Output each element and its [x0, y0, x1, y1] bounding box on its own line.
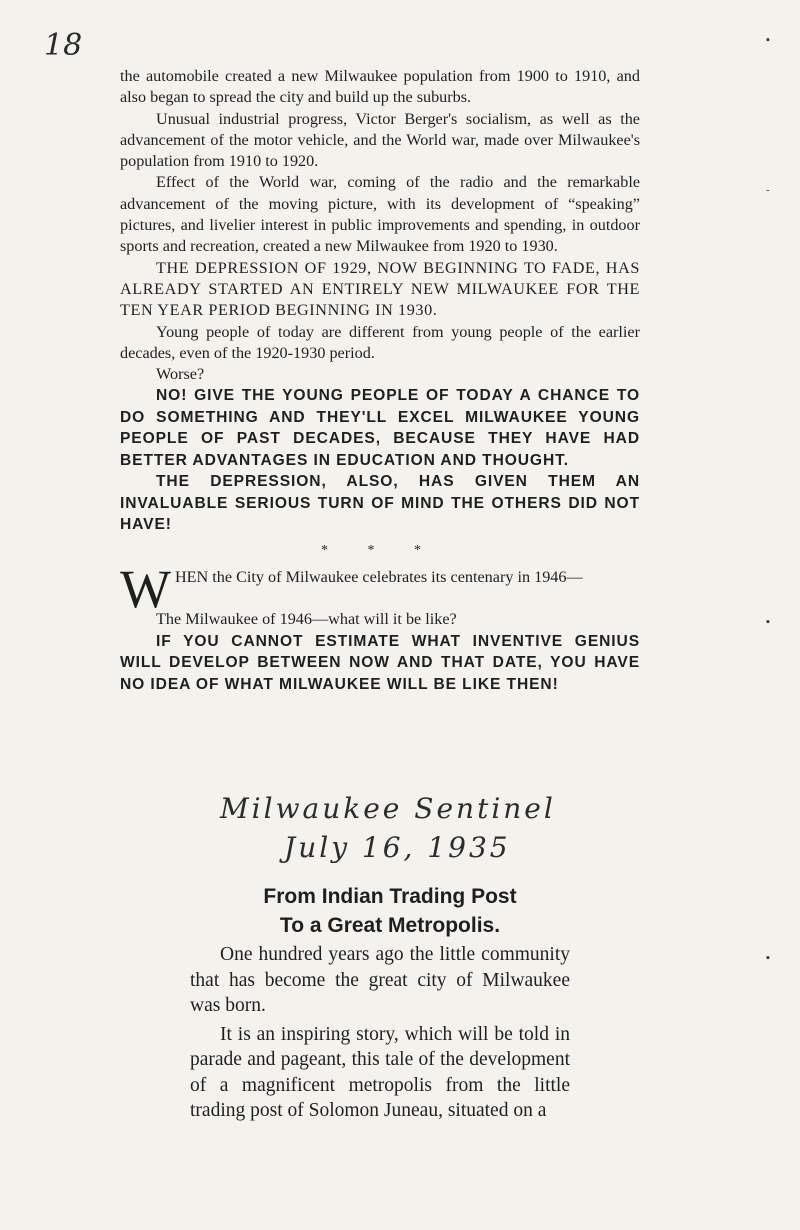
paragraph: the automobile created a new Milwaukee population from 1900 to 1910, and also began to spread the city and build up the suburbs. — [120, 67, 640, 107]
page-number: 18 — [44, 28, 83, 63]
clipping-body — [190, 942, 570, 1124]
centenary-text: HEN the City of Milwaukee celebrates its centenary in 1946— — [174, 568, 583, 587]
bold-paragraph: NO! GIVE THE YOUNG PEOPLE OF TODAY A CHANCE TO DO SOMETHING AND THEY'LL EXCEL MILWAUKEE YOUNG PEOPLE OF PAST DECADES, BECAUSE THEY HAVE HAD BETTER ADVANTAGES IN EDUCATION AND THOUGHT. — [120, 387, 640, 469]
headline-line: From Indian Trading Post — [263, 885, 517, 908]
paragraph: The Milwaukee of 1946—what will it be like? — [156, 610, 457, 629]
margin-mark: ▪ — [766, 616, 770, 628]
section-separator: * * * — [321, 542, 439, 558]
margin-mark: ▪ — [766, 952, 770, 964]
clipping-paragraph: It is an inspiring story, which will be told in parade and pageant, this tale of the development of a magnificent metropolis from the little trading post of Solomon Juneau, situated on a — [190, 1023, 570, 1121]
handwritten-date: July 16, 1935 — [284, 831, 511, 864]
article-column — [120, 66, 640, 695]
paragraph: Unusual industrial progress, Victor Berger's socialism, as well as the advancement of the motor vehicle, and the World war, made over Milwaukee's population from 1910 to 1920. — [120, 109, 640, 171]
margin-mark: - — [766, 184, 770, 196]
bold-paragraph: IF YOU CANNOT ESTIMATE WHAT INVENTIVE GENIUS WILL DEVELOP BETWEEN NOW AND THAT DATE, YOU HAVE NO IDEA OF WHAT MILWAUKEE WILL BE LIKE THEN! — [120, 632, 640, 693]
paragraph: Young people of today are different from young people of the earlier decades, even of the 1920-1930 period. — [120, 322, 640, 362]
paragraph: Effect of the World war, coming of the radio and the remarkable advancement of the moving picture, with its development of “speaking” pictures, and livelier interest in public improvements and spending, in outdoor sports and recreation, created a new Milwaukee from 1920 to 1930. — [120, 173, 640, 256]
handwritten-note — [220, 792, 580, 864]
handwritten-source: Milwaukee Sentinel — [220, 792, 556, 825]
margin-mark: ▪ — [766, 34, 770, 46]
bold-paragraph: THE DEPRESSION, ALSO, HAS GIVEN THEM AN INVALUABLE SERIOUS TURN OF MIND THE OTHERS DID NOT HAVE! — [120, 473, 640, 534]
headline-line: To a Great Metropolis. — [279, 914, 501, 937]
drop-cap: W — [120, 559, 171, 620]
paragraph: THE DEPRESSION OF 1929, NOW BEGINNING TO FADE, HAS ALREADY STARTED AN ENTIRELY NEW MILWAUKEE FOR THE TEN YEAR PERIOD BEGINNING IN 1930. — [120, 258, 640, 320]
clipping-paragraph: One hundred years ago the little community that has become the great city of Milwaukee was born. — [190, 944, 570, 1016]
clipping-headline — [190, 882, 590, 940]
paragraph: Worse? — [156, 365, 205, 384]
